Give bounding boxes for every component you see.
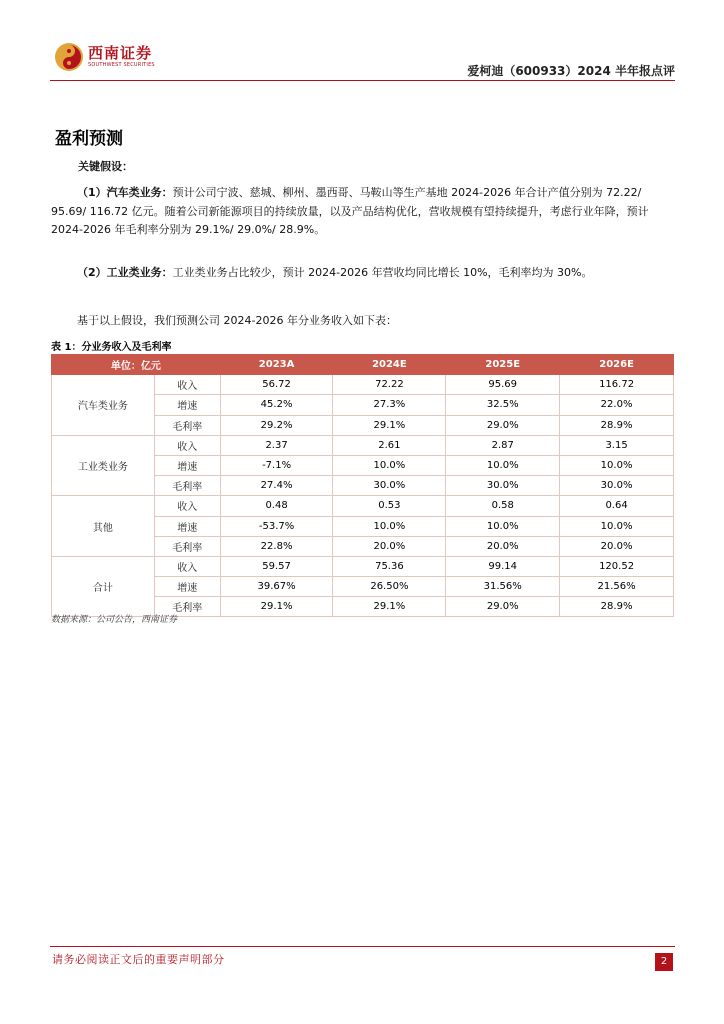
metric-name-cell: 毛利率 (154, 536, 220, 556)
metric-name-cell: 增速 (154, 577, 220, 597)
table-row (52, 496, 674, 516)
value-cell: 28.9% (560, 415, 674, 435)
value-cell: 30.0% (333, 476, 446, 496)
page-number: 2 (655, 953, 673, 971)
value-cell: 20.0% (446, 536, 560, 556)
metric-name-cell: 增速 (154, 395, 220, 415)
assumption-industrial-paragraph (51, 264, 671, 283)
column-header: 2023A (220, 355, 333, 375)
value-cell: 29.1% (333, 597, 446, 617)
table-header-row (52, 355, 674, 375)
metric-name-cell: 毛利率 (154, 597, 220, 617)
value-cell: 27.4% (220, 476, 333, 496)
value-cell: 45.2% (220, 395, 333, 415)
column-header: 2025E (446, 355, 560, 375)
metric-name-cell: 收入 (154, 496, 220, 516)
value-cell: -53.7% (220, 516, 333, 536)
value-cell: 27.3% (333, 395, 446, 415)
value-cell: 120.52 (560, 556, 674, 576)
value-cell: 0.58 (446, 496, 560, 516)
value-cell: 10.0% (333, 455, 446, 475)
value-cell: 29.0% (446, 415, 560, 435)
assumption-auto-label: （1）汽车类业务： (77, 186, 173, 199)
value-cell: 29.1% (220, 597, 333, 617)
value-cell: 99.14 (446, 556, 560, 576)
value-cell: 116.72 (560, 375, 674, 395)
metric-name-cell: 收入 (154, 375, 220, 395)
value-cell: 39.67% (220, 577, 333, 597)
footer-disclaimer: 请务必阅读正文后的重要声明部分 (52, 953, 225, 966)
value-cell: 10.0% (446, 455, 560, 475)
value-cell: 3.15 (560, 435, 674, 455)
assumption-industrial-text: 工业类业务占比较少，预计 2024-2026 年营收均同比增长 10%，毛利率均为 30%。 (172, 266, 593, 279)
value-cell: 10.0% (560, 516, 674, 536)
report-title: 爱柯迪（600933）2024 半年报点评 (467, 64, 675, 78)
footer-divider (50, 946, 675, 947)
table-row (52, 556, 674, 576)
column-header: 2026E (560, 355, 674, 375)
value-cell: 22.0% (560, 395, 674, 415)
value-cell: 29.0% (446, 597, 560, 617)
data-source-note: 数据来源：公司公告，西南证券 (51, 615, 178, 625)
company-logo (54, 42, 155, 72)
forecast-intro-paragraph (51, 312, 671, 331)
unit-header: 单位：亿元 (52, 355, 221, 375)
value-cell: 30.0% (560, 476, 674, 496)
metric-name-cell: 增速 (154, 516, 220, 536)
value-cell: 72.22 (333, 375, 446, 395)
header-divider (50, 80, 675, 81)
value-cell: 32.5% (446, 395, 560, 415)
segment-name-cell: 合计 (52, 556, 155, 617)
value-cell: -7.1% (220, 455, 333, 475)
assumption-auto-paragraph (51, 184, 671, 240)
value-cell: 10.0% (446, 516, 560, 536)
value-cell: 2.87 (446, 435, 560, 455)
value-cell: 0.48 (220, 496, 333, 516)
value-cell: 2.61 (333, 435, 446, 455)
value-cell: 59.57 (220, 556, 333, 576)
value-cell: 10.0% (333, 516, 446, 536)
table-caption: 表 1：分业务收入及毛利率 (51, 342, 172, 353)
value-cell: 56.72 (220, 375, 333, 395)
page-header (50, 40, 675, 82)
column-header: 2024E (333, 355, 446, 375)
value-cell: 75.36 (333, 556, 446, 576)
value-cell: 26.50% (333, 577, 446, 597)
value-cell: 0.64 (560, 496, 674, 516)
metric-name-cell: 收入 (154, 435, 220, 455)
value-cell: 29.2% (220, 415, 333, 435)
assumption-industrial-label: （2）工业类业务： (77, 266, 173, 279)
metric-name-cell: 毛利率 (154, 476, 220, 496)
value-cell: 10.0% (560, 455, 674, 475)
revenue-margin-table (51, 354, 674, 617)
metric-name-cell: 增速 (154, 455, 220, 475)
segment-name-cell: 汽车类业务 (52, 375, 155, 436)
value-cell: 31.56% (446, 577, 560, 597)
segment-name-cell: 其他 (52, 496, 155, 557)
assumption-auto-text: 预计公司宁波、慈城、柳州、墨西哥、马鞍山等生产基地 2024-2026 年合计产值分别为 72.22/ 95.69/ 116.72 亿元。随着公司新能源项目的持续放量，以及产品结构优化，营收规模有望持续提升，考虑行业年降，预计 2024-2026 年毛利率分别为 29.1%/ 29.0%/ 28.9%。 (51, 186, 649, 236)
logo-english-name: SOUTHWEST SECURITIES (88, 62, 155, 68)
value-cell: 20.0% (560, 536, 674, 556)
table-row (52, 375, 674, 395)
value-cell: 28.9% (560, 597, 674, 617)
metric-name-cell: 收入 (154, 556, 220, 576)
value-cell: 2.37 (220, 435, 333, 455)
metric-name-cell: 毛利率 (154, 415, 220, 435)
value-cell: 0.53 (333, 496, 446, 516)
value-cell: 30.0% (446, 476, 560, 496)
value-cell: 29.1% (333, 415, 446, 435)
key-assumptions-heading: 关键假设： (78, 160, 133, 173)
value-cell: 22.8% (220, 536, 333, 556)
logo-emblem-icon (54, 42, 84, 72)
forecast-intro-text: 基于以上假设，我们预测公司 2024-2026 年分业务收入如下表： (77, 314, 397, 327)
logo-chinese-name: 西南证券 (88, 44, 153, 62)
table-row (52, 435, 674, 455)
section-title: 盈利预测 (55, 129, 123, 149)
value-cell: 95.69 (446, 375, 560, 395)
value-cell: 20.0% (333, 536, 446, 556)
segment-name-cell: 工业类业务 (52, 435, 155, 496)
value-cell: 21.56% (560, 577, 674, 597)
